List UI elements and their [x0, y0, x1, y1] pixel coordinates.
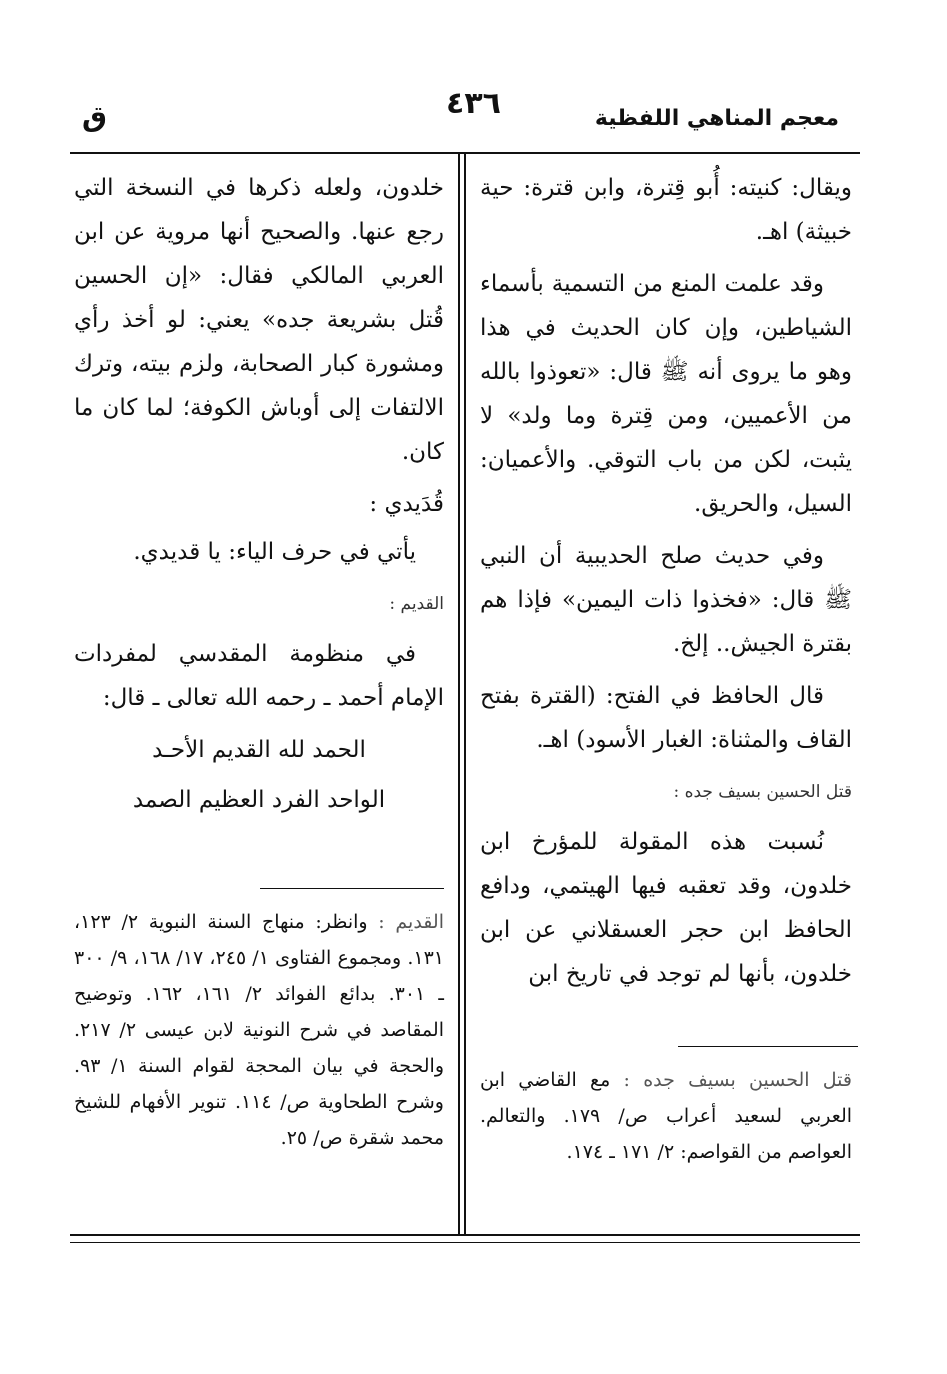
footnote-text — [74, 904, 444, 1156]
paragraph: خلدون، ولعله ذكرها في النسخة التي رجع عنها. والصحيح أنها مروية عن ابن العربي المالكي فقال: «إن الحسين قُتل بشريعة جده» يعني: لو أخذ رأي ومشورة كبار الصحابة، ولزم بيته، وترك الالتفات إلى أوباش الكوفة؛ لما كان ما كان. — [74, 175, 444, 465]
footnote-text — [480, 1062, 852, 1170]
running-title: معجم المناهي اللفظية — [594, 106, 839, 131]
footnote-body: مع القاضي ابن العربي لسعيد أعراب ص/ ١٧٩. والتعالم. العواصم من القواصم: ٢/ ١٧١ ـ ١٧٤. — [480, 1069, 853, 1163]
section-letter: ق — [82, 100, 108, 133]
page-number: ٤٣٦ — [446, 86, 501, 121]
footnote-separator — [678, 1046, 858, 1047]
poem-verse: الحمد لله القديم الأحـد — [152, 737, 366, 763]
column-divider-inner — [464, 154, 466, 1234]
footnote-heading: قتل الحسين بسيف جده : — [623, 1069, 852, 1091]
footnote-separator — [260, 888, 444, 889]
paragraph: وفي حديث صلح الحديبية أن النبي ﷺ قال: «فخذوا ذات اليمين» فإذا هم بقترة الجيش.. إلخ. — [480, 543, 852, 657]
entry-heading: قتل الحسين بسيف جده : — [673, 782, 852, 802]
entry-heading: القديم : — [389, 594, 444, 614]
entry-heading: قُدَيدي : — [369, 491, 444, 517]
left-footnote — [74, 904, 444, 1156]
poem-verse: الواحد الفرد العظيم الصمد — [132, 787, 386, 813]
paragraph: وقد علمت المنع من التسمية بأسماء الشياطين، وإن كان الحديث في هذا وهو ما يروى أنه ﷺ قال: «تعوذوا بالله من الأعميين، ومن قِترة وما ولد» لا يثبت، لكن من باب التوقي. والأعميان: السيل، والحريق. — [480, 271, 852, 517]
column-divider — [458, 154, 460, 1234]
footnote-heading: القديم : — [378, 911, 444, 933]
bottom-rule — [70, 1234, 860, 1236]
bottom-rule — [70, 1242, 860, 1243]
left-column — [74, 166, 444, 828]
right-column — [480, 166, 852, 1004]
paragraph: يأتي في حرف الياء: يا قديدي. — [133, 539, 416, 565]
paragraph: ويقال: كنيته: أُبو قِترة، وابن قترة: حية خبيثة) اهـ. — [480, 175, 852, 245]
paragraph: في منظومة المقدسي لمفردات الإمام أحمد ـ رحمه الله تعالى ـ قال: — [74, 641, 444, 711]
paragraph: قال الحافظ في الفتح: (القترة بفتح القاف والمثناة: الغبار الأسود) اهـ. — [480, 683, 852, 753]
paragraph: نُسبت هذه المقولة للمؤرخ ابن خلدون، وقد تعقبه فيها الهيتمي، ودافع الحافظ ابن حجر العسقلاني عن ابن خلدون، بأنها لم توجد في تاريخ ابن — [480, 829, 852, 987]
footnote-body: وانظر: منهاج السنة النبوية ٢/ ١٢٣، ١٣١. ومجموع الفتاوى ١/ ٢٤٥، ١٧/ ١٦٨، ٩/ ٣٠٠ ـ ٣٠١. بدائع الفوائد ٢/ ١٦١، ١٦٢. وتوضيح المقاصد في شرح النونية لابن عيسى ٢/ ٢١٧. والحجة في بيان المحجة لقوام السنة ١/ ٩٣. وشرح الطحاوية ص/ ١١٤. تنوير الأفهام للشيخ محمد شقرة ص/ ٢٥. — [74, 911, 445, 1149]
right-footnote — [480, 1062, 852, 1170]
